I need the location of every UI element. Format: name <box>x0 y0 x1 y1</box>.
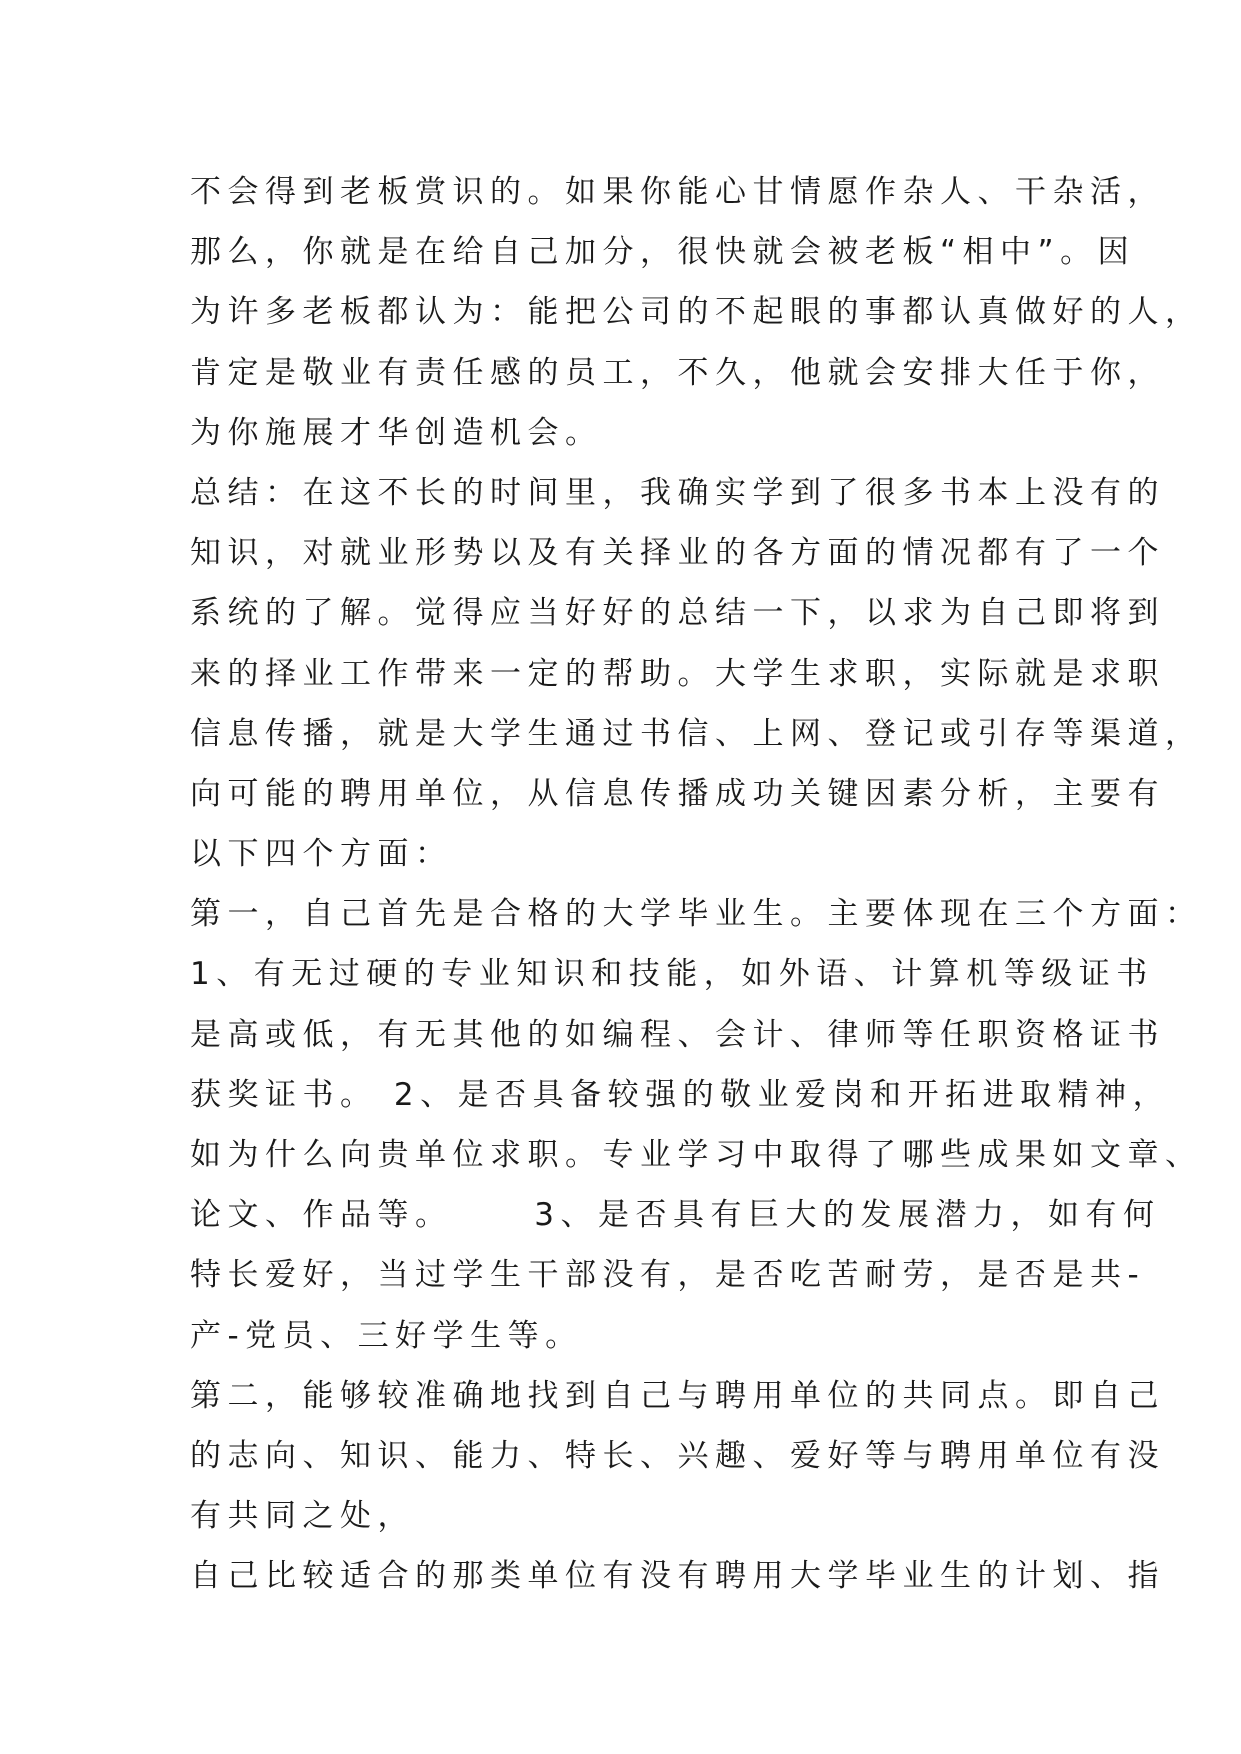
text-line-9: 来的择业工作带来一定的帮助。大学生求职，实际就是求职 <box>190 655 1165 692</box>
body-text <box>190 162 1203 1607</box>
text-line-13: 第一，自己首先是合格的大学毕业生。主要体现在三个方面： <box>190 896 1203 933</box>
text-line-21: 第二，能够较准确地找到自己与聘用单位的共同点。即自己 <box>190 1377 1165 1414</box>
text-line-15: 是高或低，有无其他的如编程、会计、律师等任职资格证书 <box>190 1016 1165 1053</box>
text-line-4: 肯定是敬业有责任感的员工，不久，他就会安排大任于你， <box>190 354 1165 391</box>
text-line-17: 如为什么向贵单位求职。专业学习中取得了哪些成果如文章、 <box>190 1137 1203 1173</box>
text-line-6: 总结：在这不长的时间里，我确实学到了很多书本上没有的 <box>190 474 1165 511</box>
text-line-3: 为许多老板都认为：能把公司的不起眼的事都认真做好的人， <box>190 294 1203 331</box>
text-line-7: 知识，对就业形势以及有关择业的各方面的情况都有了一个 <box>190 535 1165 572</box>
text-line-22: 的志向、知识、能力、特长、兴趣、爱好等与聘用单位有没 <box>190 1437 1165 1474</box>
text-line-12: 以下四个方面： <box>190 836 453 873</box>
text-line-24: 自己比较适合的那类单位有没有聘用大学毕业生的计划、指 <box>190 1558 1165 1595</box>
text-line-11: 向可能的聘用单位，从信息传播成功关键因素分析，主要有 <box>190 775 1165 812</box>
text-line-18: 论文、作品等。 3、是否具有巨大的发展潜力，如有何 <box>190 1197 1161 1234</box>
text-line-23: 有共同之处， <box>190 1498 415 1535</box>
text-line-16: 获奖证书。 2、是否具备较强的敬业爱岗和开拓进取精神， <box>190 1076 1171 1113</box>
text-line-10: 信息传播，就是大学生通过书信、上网、登记或引存等渠道， <box>190 715 1203 752</box>
text-line-8: 系统的了解。觉得应当好好的总结一下，以求为自己即将到 <box>190 595 1165 632</box>
text-line-14: 1、有无过硬的专业知识和技能，如外语、计算机等级证书 <box>190 956 1154 993</box>
text-line-19: 特长爱好，当过学生干部没有，是否吃苦耐劳，是否是共- <box>190 1257 1146 1294</box>
text-line-20: 产-党员、三好学生等。 <box>190 1317 583 1354</box>
text-line-1: 不会得到老板赏识的。如果你能心甘情愿作杂人、干杂活， <box>190 174 1165 210</box>
text-line-2: 那么，你就是在给自己加分，很快就会被老板“相中”。因 <box>190 234 1136 271</box>
text-line-5: 为你施展才华创造机会。 <box>190 414 603 451</box>
